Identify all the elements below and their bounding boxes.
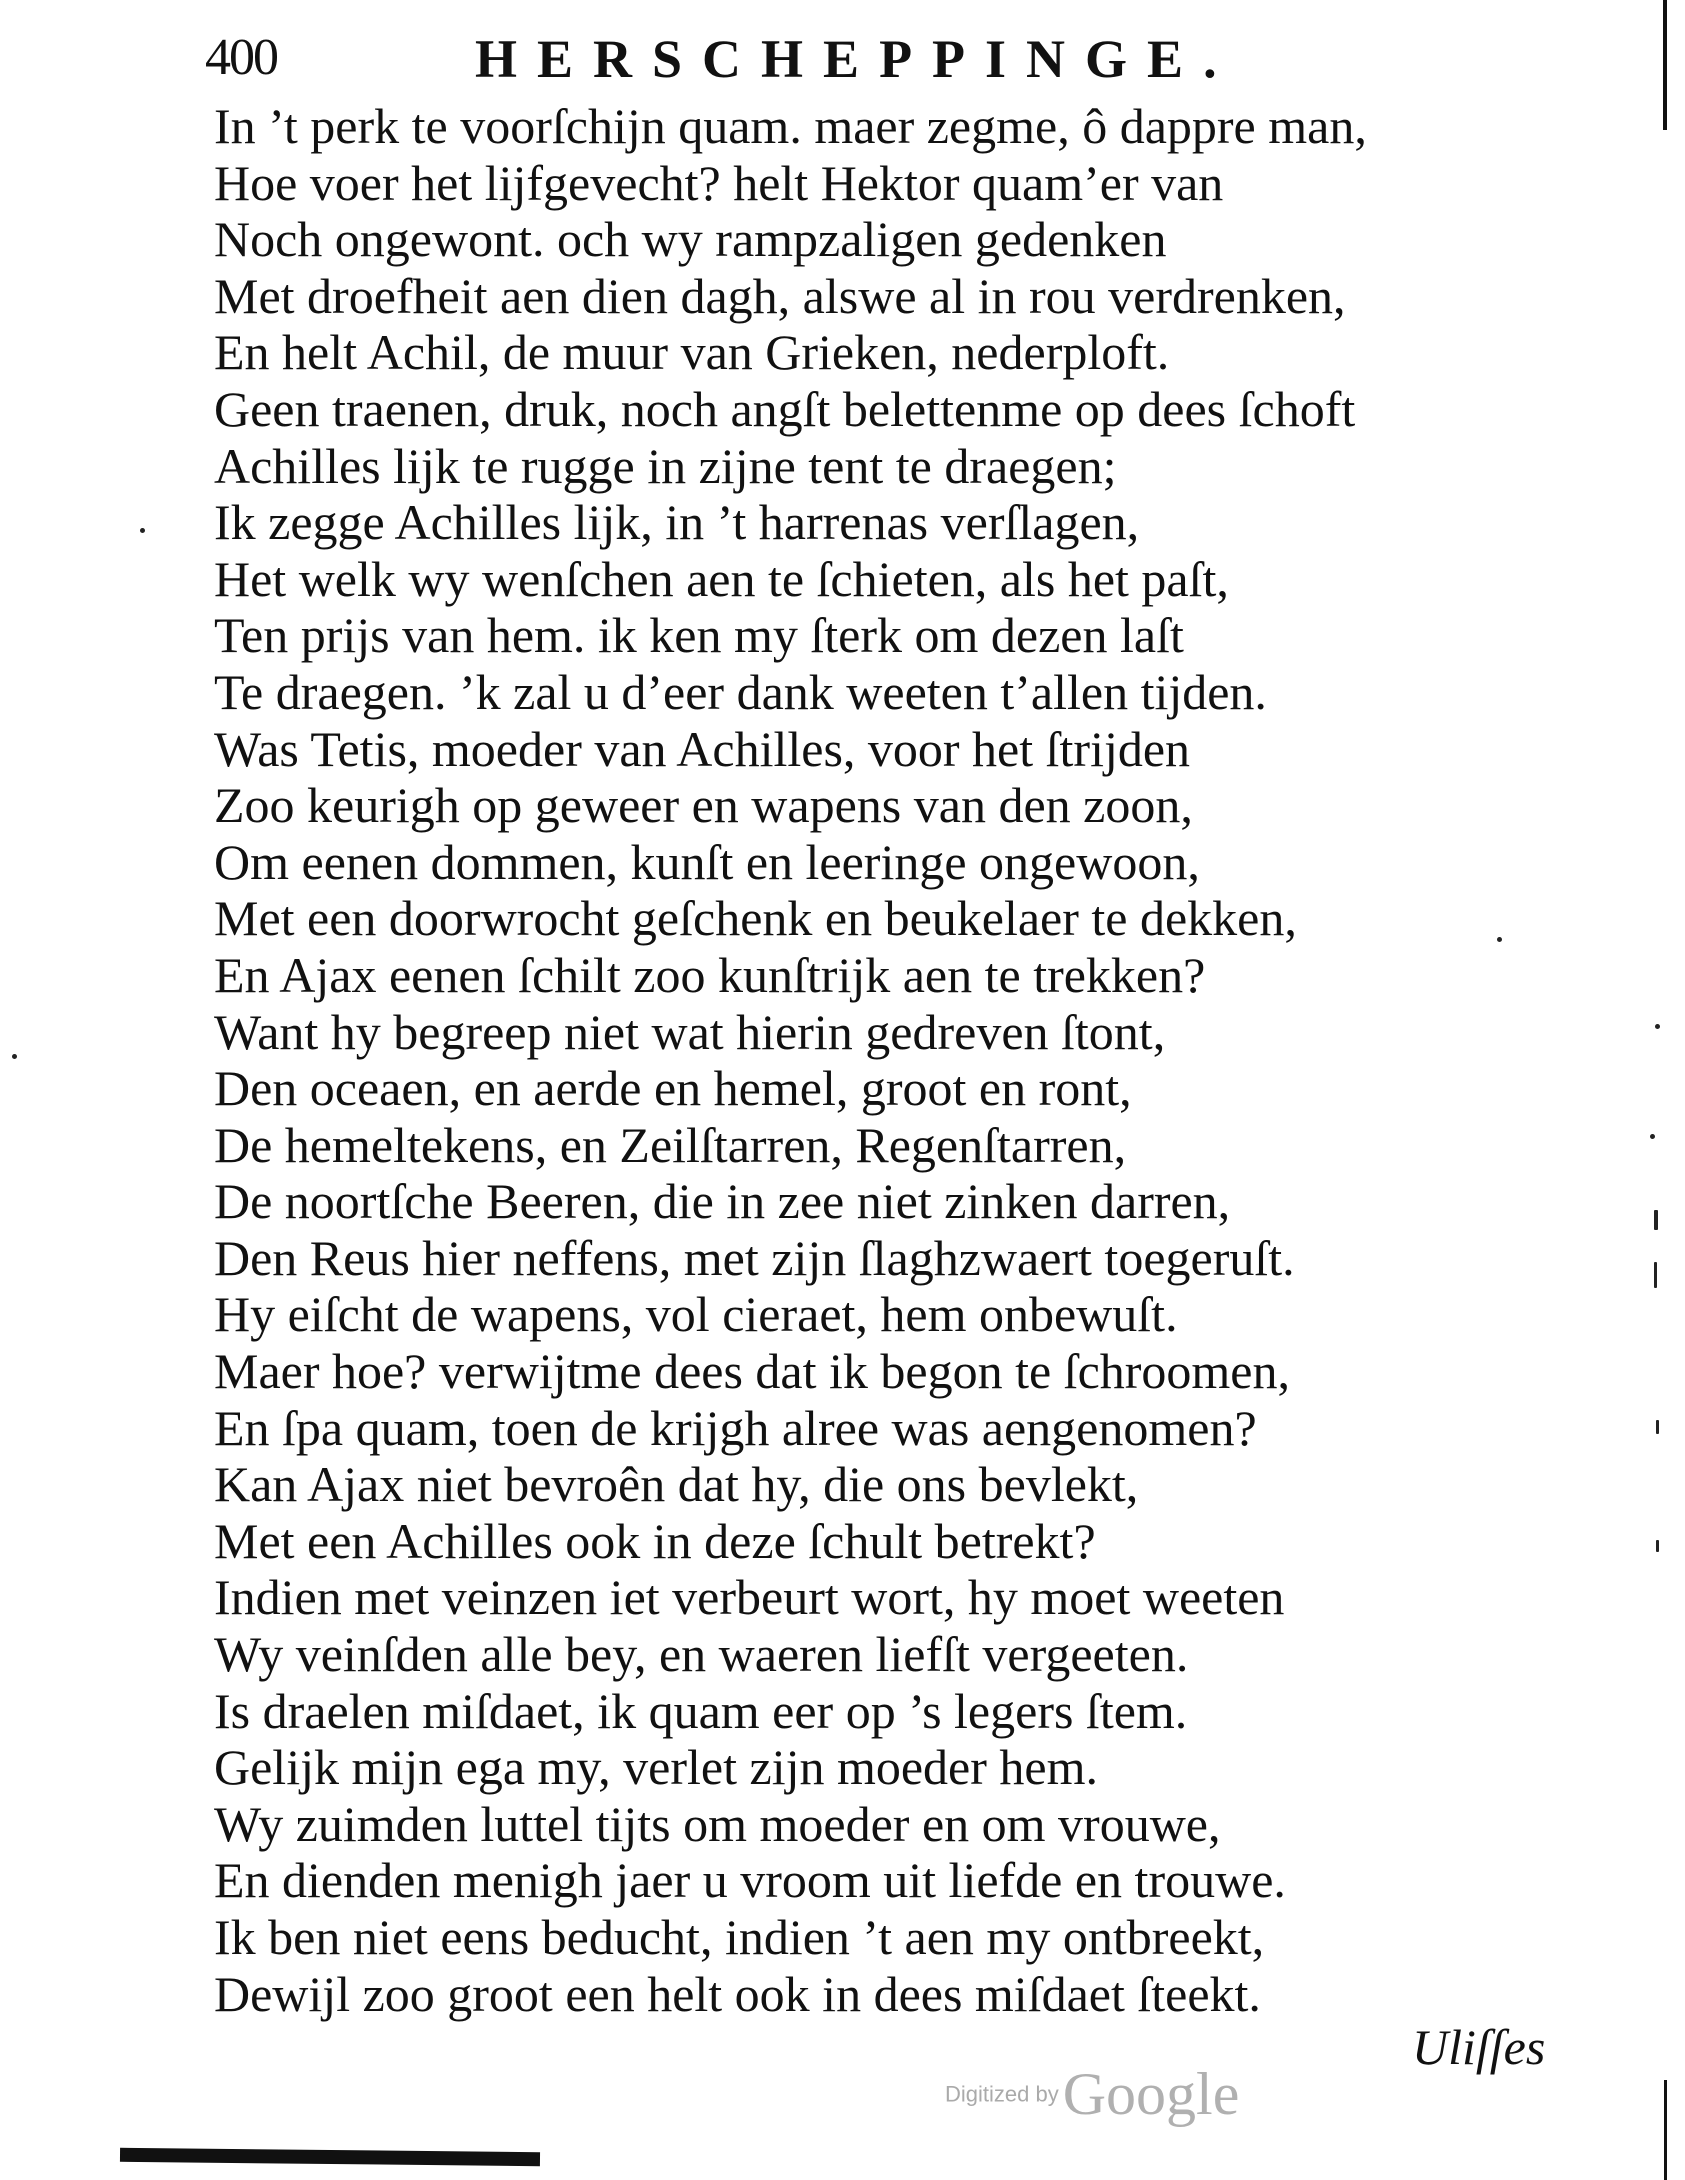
verse-line: Gelijk mijn ega my, verlet zijn moeder hem. [214,1739,1098,1796]
page-number: 400 [205,29,277,86]
verse-line: Met droefheit aen dien dagh, alswe al in rou verdrenken, [214,267,1346,324]
verse-line: De noortſche Beeren, die in zee niet zinken darren, [214,1173,1231,1230]
verse-line: Want hy begreep niet wat hierin gedreven ſtont, [214,1003,1166,1060]
verse-line: Was Tetis, moeder van Achilles, voor het ſtrijden [214,720,1191,777]
running-head: HERSCHEPPINGE. [475,29,1237,89]
google-logo: Google [1062,2061,1240,2127]
verse-line: Dewijl zoo groot een helt ook in dees miſdaet ſteekt. [214,1965,1261,2022]
binding-shadow [120,2148,540,2166]
verse-line: Is draelen miſdaet, ik quam eer op ’s legers ſtem. [214,1682,1188,1739]
verse-line: Den Reus hier neffens, met zijn ſlaghzwaert toegeruſt. [214,1229,1295,1286]
verse-line: Ten prijs van hem. ik ken my ſterk om dezen laſt [214,607,1184,664]
verse-line: Kan Ajax niet bevroên dat hy, die ons bevlekt, [214,1456,1139,1513]
verse-line: Met een Achilles ook in deze ſchult betrekt? [214,1512,1096,1569]
ink-speck [1656,1540,1659,1552]
verse-line: Wy zuimden luttel tijts om moeder en om vrouwe, [214,1795,1221,1852]
verse-line: Maer hoe? verwijtme dees dat ik begon te ſchroomen, [214,1343,1291,1400]
verse-line: Wy veinſden alle bey, en waeren liefſt vergeeten. [214,1626,1189,1683]
ink-speck [12,1054,17,1059]
verse-line: Hoe voer het lijfgevecht? helt Hektor quam’er van [214,154,1224,211]
verse-line: En dienden menigh jaer u vroom uit liefde en trouwe. [214,1852,1286,1909]
verse-line: En Ajax eenen ſchilt zoo kunſtrijk aen te trekken? [214,946,1206,1003]
page-edge-shadow-lower [1664,2080,1667,2180]
catchword: Uliſſes [1412,2019,1546,2075]
ink-speck [1650,1134,1655,1139]
ink-speck [1655,1024,1660,1029]
verse-line: En ſpa quam, toen de krijgh alree was aengenomen? [214,1399,1257,1456]
verse-line: Met een doorwrocht geſchenk en beukelaer te dekken, [214,890,1297,947]
verse-line: Den oceaen, en aerde en hemel, groot en ront, [214,1060,1132,1117]
ink-speck [1654,1262,1657,1288]
verse-line: Noch ongewont. och wy rampzaligen gedenken [214,211,1167,268]
ink-speck [140,528,145,533]
ink-speck [1656,1420,1659,1434]
verse-line: Geen traenen, druk, noch angſt belettenme op dees ſchoft [214,380,1356,437]
verse-line: En helt Achil, de muur van Grieken, nederploft. [214,324,1170,381]
page-edge-shadow [1663,0,1667,130]
verse-line: Indien met veinzen iet verbeurt wort, hy moet weeten [214,1569,1285,1626]
verse-line: Ik ben niet eens beducht, indien ’t aen my ontbreekt, [214,1909,1265,1965]
verse-block [214,98,1604,2022]
verse-line: De hemeltekens, en Zeilſtarren, Regenſtarren, [214,1116,1127,1173]
verse-line: In ’t perk te voorſchijn quam. maer zegme, ô dappre man, [214,98,1367,154]
verse-line: Het welk wy wenſchen aen te ſchieten, als het paſt, [214,550,1229,607]
verse-line: Achilles lijk te rugge in zijne tent te draegen; [214,437,1117,494]
verse-line: Zoo keurigh op geweer en wapens van den zoon, [214,777,1193,834]
ink-speck [1654,1210,1658,1230]
verse-line: Ik zegge Achilles lijk, in ’t harrenas verſlagen, [214,494,1140,551]
verse-line: Te draegen. ’k zal u d’eer dank weeten t’allen tijden. [214,663,1267,720]
verse-line: Hy eiſcht de wapens, vol cieraet, hem onbewuſt. [214,1286,1178,1343]
digitized-watermark [945,2060,1239,2129]
page-header [205,22,1465,94]
watermark-prefix: Digitized by [945,2081,1059,2107]
verse-line: Om eenen dommen, kunſt en leeringe ongewoon, [214,833,1200,890]
